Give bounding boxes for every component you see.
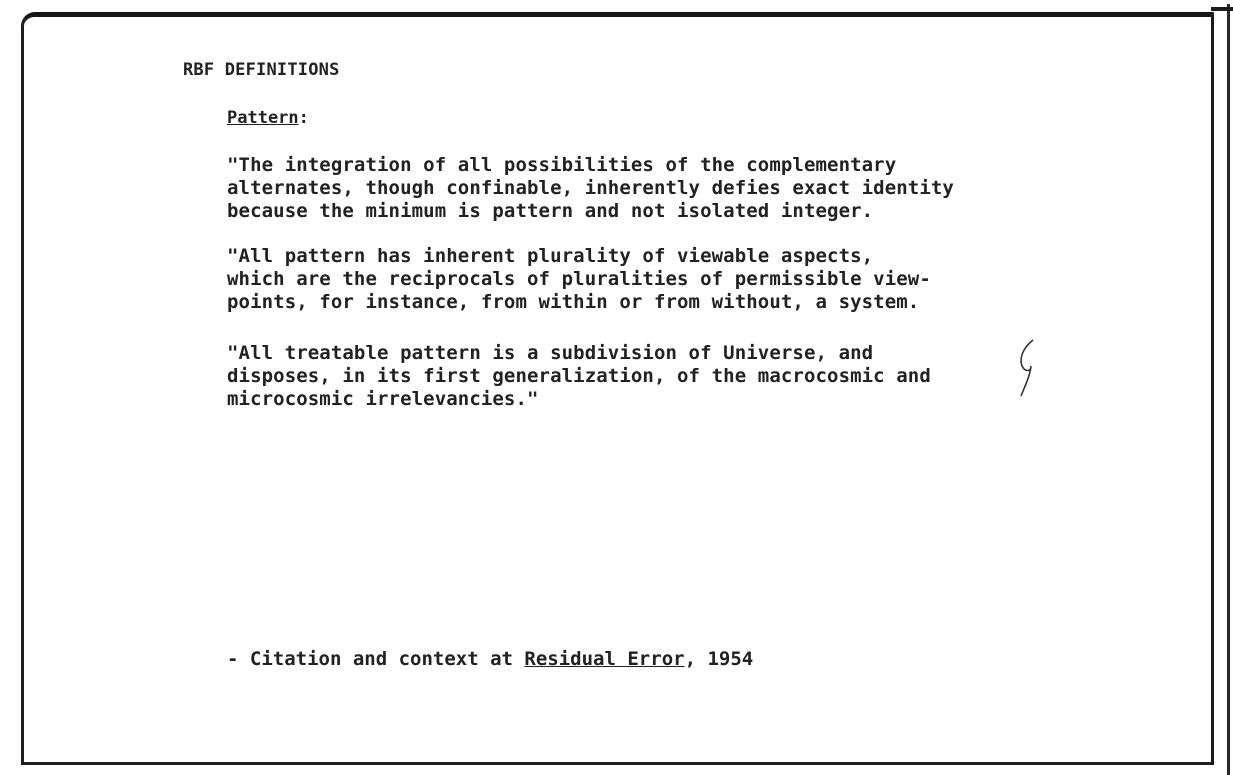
citation-suffix: , 1954	[684, 648, 754, 670]
card-edge-right	[1227, 4, 1230, 775]
term-line	[227, 108, 309, 128]
handwritten-insert-mark	[1013, 336, 1041, 398]
definition-paragraph-3: "All treatable pattern is a subdivision of Universe, and disposes, in its first generalization, of the macrocosmic and microcosmic irrelevancies."	[227, 342, 931, 410]
term-colon: :	[298, 108, 309, 128]
card-edge-top-right	[1211, 7, 1233, 11]
document-body	[183, 60, 1163, 670]
citation-line	[227, 648, 753, 670]
definition-paragraph-1: "The integration of all possibilities of the complementary alternates, though confinable, inherently defies exact identity because the minimum is pattern and not isolated integer.	[227, 154, 954, 222]
citation-prefix: - Citation and context at	[227, 648, 525, 670]
citation-link[interactable]: Residual Error	[524, 648, 685, 670]
definition-paragraph-2: "All pattern has inherent plurality of viewable aspects, which are the reciprocals of pluralities of permissible view- points, for instance, from within or from without, a system.	[227, 245, 931, 313]
document-heading: RBF DEFINITIONS	[183, 60, 340, 80]
term-word: Pattern	[227, 108, 299, 128]
